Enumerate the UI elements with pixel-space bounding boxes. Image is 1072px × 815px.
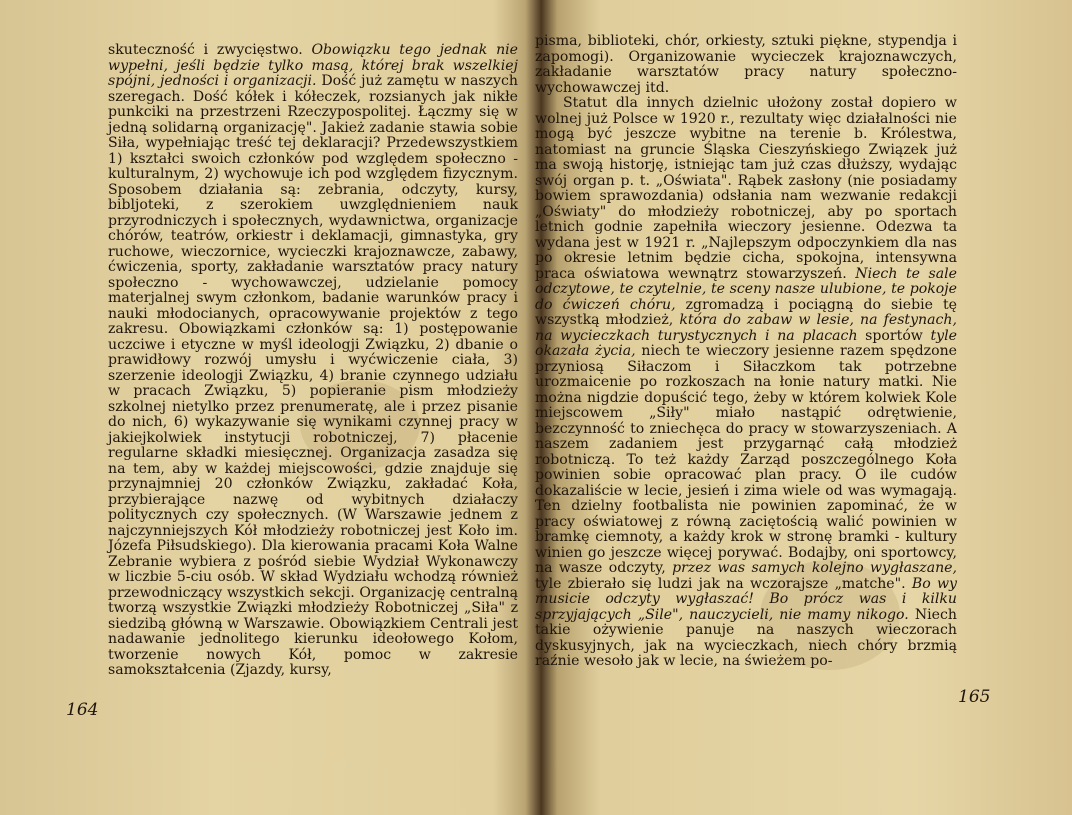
paragraph [108,43,518,679]
paragraph [535,96,957,670]
text-segment: Dość już zamętu w naszych szeregach. Dość kółek i kółeczek, rozsianych jak nikłe punkciki na przestrzeni Rzeczypospolitej. Łączmy się w jedną solidarną organizację". Jakież zadanie stawia sobie Siła, wypełniając treść tej deklaracji? Przedewszystkiem 1) kształci swoich członków pod względem społeczno - kulturalnym, 2) wychowuje ich pod względem fizycznym. Sposobem działania są: zebrania, odczyty, kursy, bibljoteki, z szerokiem uwzględnieniem nauk przyrodniczych i społecznych, wydawnictwa, organizacje chórów, teatrów, orkiestr i deklamacji, gimnastyka, gry ruchowe, wieczornice, wycieczki krajoznawcze, zabawy, ćwiczenia, sporty, zakładanie warsztatów pracy natury społeczno - wychowawczej, udzielanie pomocy materjalnej swym członkom, badanie warunków pracy i nauki młodocianych, opracowywanie projektów z tego zakresu. Obowiązkami członków są: 1) postępowanie uczciwe i etyczne w myśl ideologji Związku, 2) dbanie o prawidłowy rozwój umysłu i wyćwiczenie ciała, 3) szerzenie ideologji Związku, 4) branie czynnego udziału w pracach Związku, 5) popieranie pism młodzieży szkolnej nietylko przez prenumeratę, ale i przez pisanie do nich, 6) wykazywanie się wynikami czynnej pracy w jakiejkolwiek instytucji robotniczej, 7) płacenie regularne składki miesięcznej. Organizacja zasadza się na tem, aby w każdej miejscowości, gdzie znajduje się przynajmniej 20 członków Związku, zakładać Koła, przybierające nazwę od wybitnych działaczy politycznych czy społecznych. (W Warszawie jednem z najczynniejszych Kół młodzieży robotniczej jest Koło im. Józefa Piłsudskiego). Dla kierowania pracami Koła Walne Zebranie wybiera z pośród siebie Wydział Wykonawczy w liczbie 5-ciu osób. W skład Wydziału wchodzą również przewodniczący wszystkich sekcji. Organizację centralną tworzą wszystkie Związki młodzieży Robotniczej „Siła" z siedzibą główną w Warszawie. Obowiązkiem Centrali jest nadawanie jednolitego kierunku ideołowego Kołom, tworzenie nowych Kół, pomoc w zakresie samokształcenia (Zjazdy, kursy, [108,73,518,678]
italic-text-segment: która do zabaw w lesie, na festynach, na wycieczkach turystycznych i na placach [535,312,957,344]
text-segment: zgromadzą i pociągną do siebie tę wszystką młodzież, [535,296,957,328]
paragraph [535,34,957,96]
text-segment: skuteczność i zwycięstwo. [108,42,312,58]
italic-text-segment: przez was samych kolejno wygłaszane, [672,560,957,576]
text-segment: pisma, biblioteki, chór, orkiesty, sztuki piękne, stypendja i zapomogi). Organizowanie wycieczek krajoznawczych, zakładanie warsztatów pracy natury społeczno-wychowawczej itd. [535,33,957,96]
right-page-text [535,34,957,670]
text-segment: Niech takie ożywienie panuje na naszych wieczorach dyskusyjnych, jak na wycieczkach, niech chóry brzmią raźnie wesoło jak w lecie, na świeżem po- [535,606,957,669]
text-segment: niech te wieczory jesienne razem spędzone przyniosą Siłaczom i Siłaczkom tak potrzebne urozmaicenie po rozkoszach na łonie natury matki. Nie można nigdzie dopuścić tego, żeby w którem kolwiek Kole miejscowem „Siły" miało nastąpić odrętwienie, bezczynność to zniechęca do pracy w stowarzyszeniach. A naszem zadaniem jest przygarnąć całą młodzież robotniczą. To też każdy Zarząd poszczególnego Koła powinien sobie opracować plan pracy. O ile cudów dokazaliście w lecie, jesień i zima wiele od was wymagają. Ten dzielny footbalista nie powinien zapominać, że w pracy oświatowej z równą zaciętością walić powinien w bramkę ciemnoty, a każdy krok w stronę bramki - kultury winien go jeszcze więcej porywać. Bodajby, oni sportowcy, na wasze odczyty, [535,343,957,576]
text-segment: sportów [857,327,931,344]
page-number-left: 164 [66,700,99,720]
text-segment: Statut dla innych dzielnic ułożony został dopiero w wolnej już Polsce w 1920 r., rezultaty więc działalności nie mogą być jeszcze wybitne na terenie b. Królestwa, natomiast na gruncie Śląska Cieszyńskiego Związek już ma swoją historję, istniejąc tam już czas dłuższy, wydając swój organ p. t. „Oświata". Rąbek zasłony (nie posiadamy bowiem sprawozdania) odsłania nam wezwanie redakcji „Oświaty" do młodzieży robotniczej, aby po sportach letnich godnie zapełniła wieczory jesienne. Odezwa ta wydana jest w 1921 r. „Najlepszym odpoczynkiem dla nas po okresie letnim będzie cicha, spokojna, intensywna praca oświatowa wewnątrz stowarzyszeń. [535,95,957,282]
right-page [532,0,1072,815]
italic-text-segment: Niech te sale odczytowe, te czytelnie, te sceny nasze ulubione, te pokoje do ćwiczeń chóru, [535,265,957,313]
italic-text-segment: Obowiązku tego jednak nie wypełni, jeśli będzie tylko masą, której brak wszelkiej spójni, jedności i organizacji. [108,42,518,89]
left-page-text [108,43,518,679]
page-number-right: 165 [958,687,991,707]
text-segment: tyle zbierało się ludzi jak na wczorajsze „matche". [535,575,912,592]
italic-text-segment: tyle okazała życia, [535,327,957,359]
italic-text-segment: Bo wy musicie odczyty wygłaszać! Bo prócz was i kilku sprzyjających „Sile", nauczycieli, nie mamy nikogo. [535,575,957,623]
left-page [0,0,532,815]
